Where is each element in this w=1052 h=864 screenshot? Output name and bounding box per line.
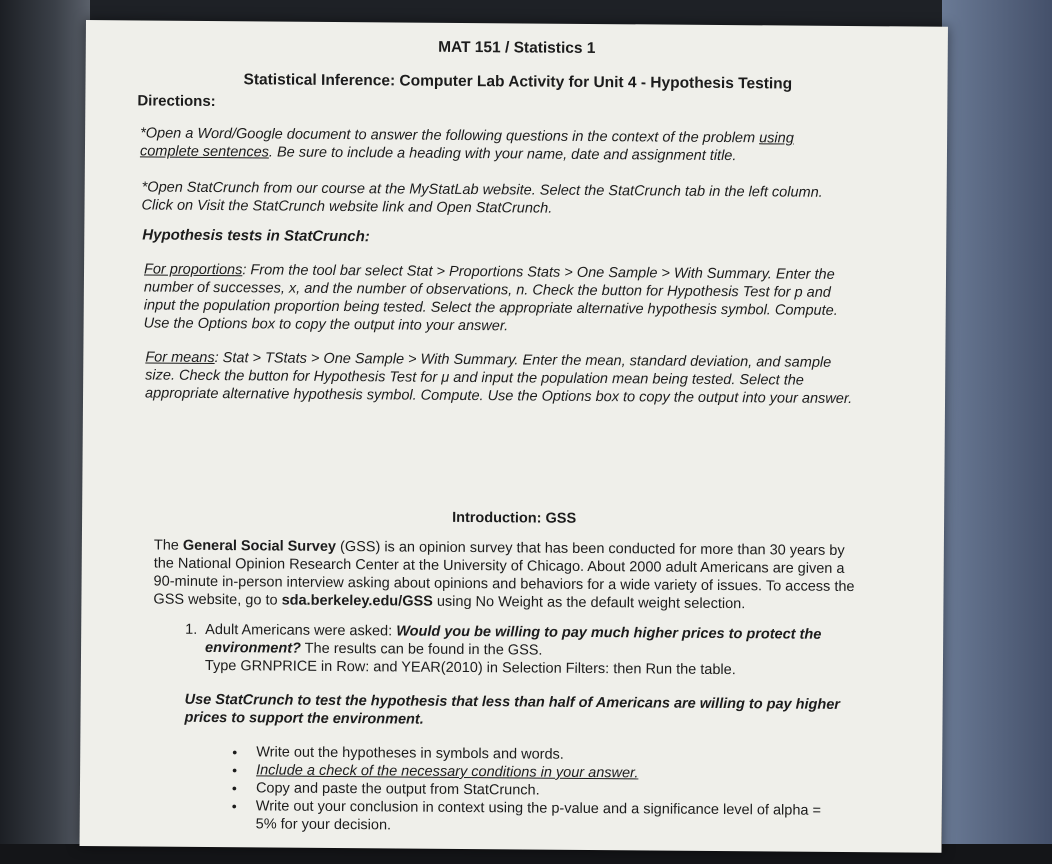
question1-number: 1.: [185, 621, 198, 638]
directions-p1-underlined-2: complete sentences: [139, 143, 269, 161]
directions-p2-line1: *Open StatCrunch from our course at the MyStatLab website. Select the StatCrunch tab in the left column.: [141, 179, 823, 201]
intro-line2: the National Opinion Research Center at the University of Chicago. About 2000 adult Americans are given a: [153, 555, 845, 577]
bullet-dot-2: •: [232, 762, 238, 779]
question1-line3: Type GRNPRICE in Row: and YEAR(2010) in Selection Filters: then Run the table.: [204, 657, 736, 679]
bullet-2: Include a check of the necessary conditions in your answer.: [256, 762, 639, 782]
background-right-screen: [942, 0, 1052, 864]
directions-p2-line2: Click on Visit the StatCrunch website link and Open StatCrunch.: [141, 197, 553, 217]
directions-p1-text-2: . Be sure to include a heading with your name, date and assignment title.: [268, 144, 737, 165]
proportions-line2: number of successes, x, and the number of observations, n. Check the button for Hypothesis Test for p and: [143, 279, 831, 301]
bullet-4: Write out your conclusion in context using the p-value and a significance level of alpha =: [255, 798, 822, 819]
task-line2: prices to support the environment.: [184, 709, 424, 728]
intro-text-l4c: using No Weight as the default weight selection.: [432, 593, 746, 613]
intro-text-l4a: GSS website, go to: [153, 591, 282, 609]
bullet-3: Copy and paste the output from StatCrunch.: [255, 780, 540, 799]
proportions-line3: input the population proportion being tested. Select the appropriate alternative hypothesis symbol. Compute.: [143, 297, 838, 319]
task-line1: Use StatCrunch to test the hypothesis that less than half of Americans are willing to pay higher: [184, 691, 841, 713]
question1-text-a: Adult Americans were asked:: [205, 621, 397, 640]
intro-text-a: The: [153, 537, 183, 554]
means-text: : Stat > TStats > One Sample > With Summary. Enter the mean, standard deviation, and sample: [214, 350, 832, 371]
means-label: For means: [145, 349, 215, 367]
bullet-dot-3: •: [231, 780, 237, 797]
bullet-4-continued: 5% for your decision.: [255, 816, 392, 834]
bullet-dot-1: •: [232, 744, 238, 761]
bullet-dot-4: •: [231, 798, 237, 815]
question1-text-b: The results can be found in the GSS.: [300, 640, 543, 659]
directions-p1-underlined: using: [759, 130, 794, 147]
intro-line3: 90-minute in-person interview asking about opinions and behaviors for a wide variety of issues. To access the: [153, 573, 855, 596]
directions-label: Directions:: [137, 92, 216, 111]
background-left-screen: [0, 0, 90, 864]
directions-p1-text: *Open a Word/Google document to answer the following questions in the context of the problem: [140, 125, 760, 147]
means-line3: appropriate alternative hypothesis symbol. Compute. Use the Options box to copy the output into your answer.: [145, 385, 853, 408]
hypothesis-tests-heading: Hypothesis tests in StatCrunch:: [142, 226, 370, 246]
bullet-1: Write out the hypotheses in symbols and words.: [256, 744, 564, 763]
directions-p1-line2: [140, 142, 737, 165]
intro-line4: [153, 591, 745, 614]
gss-website-link: sda.berkeley.edu/GSS: [281, 592, 433, 610]
course-title: MAT 151 / Statistics 1: [438, 38, 596, 58]
question1-question-bold-2: environment?: [205, 639, 302, 657]
proportions-text: : From the tool bar select Stat > Proportions Stats > One Sample > With Summary. Enter the: [242, 262, 835, 283]
proportions-line4: Use the Options box to copy the output into your answer.: [143, 315, 509, 335]
means-line2: size. Check the button for Hypothesis Test for μ and input the population mean being tested. Select the: [145, 367, 804, 389]
intro-text-c: (GSS) is an opinion survey that has been conducted for more than 30 years by: [335, 538, 845, 559]
question1-question-bold: Would you be willing to pay much higher prices to protect the: [396, 623, 822, 643]
intro-gss-bold: General Social Survey: [182, 537, 337, 555]
document-page: [80, 20, 948, 853]
intro-heading: Introduction: GSS: [452, 509, 577, 527]
activity-title: Statistical Inference: Computer Lab Activity for Unit 4 - Hypothesis Testing: [243, 71, 793, 93]
proportions-label: For proportions: [143, 261, 243, 279]
